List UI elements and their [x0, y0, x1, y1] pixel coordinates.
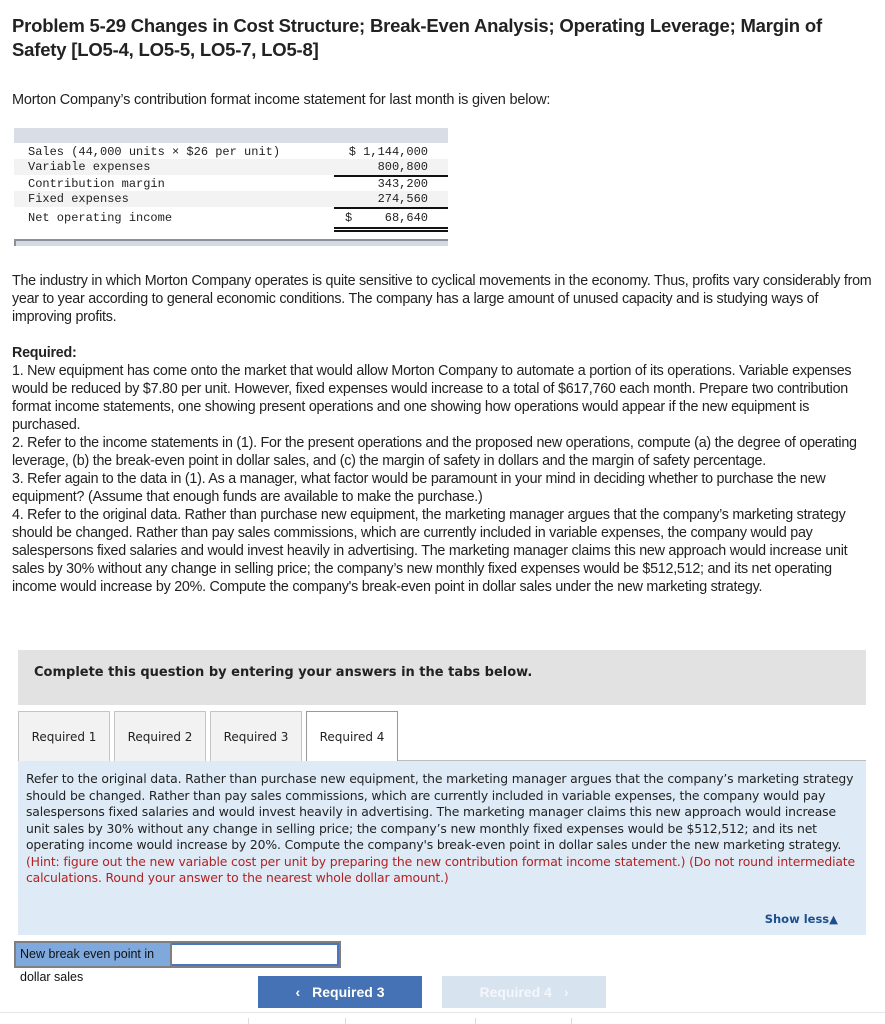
row-label: Variable expenses [28, 160, 151, 174]
table-row-net-operating-income [14, 210, 448, 226]
tab-required-2[interactable]: Required 2 [114, 711, 206, 761]
panel-hint: (Hint: figure out the new variable cost per unit by preparing the new contribution format income statement.) (Do not round intermediate calculations. Round your answer to the nearest whole dollar amount.) [26, 853, 855, 885]
chevron-right-icon: › [563, 984, 569, 1000]
instructions-bar [18, 650, 866, 705]
footer-divider-tick [475, 1018, 476, 1024]
footer-divider [0, 1012, 885, 1013]
break-even-dollar-sales-input[interactable] [172, 943, 339, 966]
total-double-rule-bottom [334, 230, 448, 232]
tab-required-1[interactable]: Required 1 [18, 711, 110, 761]
next-required-4-button[interactable] [442, 976, 606, 1008]
table-row-fixed-expenses [14, 191, 448, 207]
footer-divider-tick [248, 1018, 249, 1024]
required-item-3: 3. Refer again to the data in (1). As a manager, what factor would be paramount in your mind in deciding whether to purchase the new equipment? (Assume that enough funds are available to make the purchase.) [12, 471, 826, 505]
table-row-sales [14, 144, 448, 160]
row-value: 800,800 [377, 160, 428, 174]
panel-body: Refer to the original data. Rather than purchase new equipment, the marketing manager argues that the company’s marketing strategy should be changed. Rather than pay sales commissions, which are currently included in variable expenses, the company would pay salespersons fixed salaries and would invest heavily in advertising. The marketing manager claims this new approach would increase unit sales by 30% without any change in selling price; the company’s new monthly fixed expenses would be $512,512; and its net operating income would increase by 20%. Compute the company's break-even point in dollar sales under the new marketing strategy. [26, 771, 854, 852]
income-statement-table [14, 128, 448, 246]
problem-title: Problem 5-29 Changes in Cost Structure; Break-Even Analysis; Operating Leverage; Margin of Safety [LO5-4, LO5-5, LO5-7, LO5-8] [12, 15, 822, 60]
row-value: 274,560 [377, 192, 428, 206]
row-currency: $ [345, 211, 353, 225]
subtotal-rule [334, 207, 448, 209]
instructions-text: Complete this question by entering your answers in the tabs below. [34, 665, 533, 680]
footer-divider-tick [345, 1018, 346, 1024]
prev-required-3-button[interactable] [258, 976, 422, 1008]
answer-label: New break even point in dollar sales [16, 943, 172, 966]
chevron-left-icon: ‹ [295, 984, 301, 1000]
row-label: Net operating income [28, 211, 173, 225]
row-label: Fixed expenses [28, 192, 129, 206]
row-label: Contribution margin [28, 177, 165, 191]
tab-required-3[interactable]: Required 3 [210, 711, 302, 761]
row-label: Sales (44,000 units × $26 per unit) [28, 145, 281, 159]
triangle-up-icon: ▲ [829, 912, 838, 926]
tab-required-4[interactable]: Required 4 [306, 711, 398, 762]
next-button-label: Required 4 [479, 984, 552, 1000]
intro-text: Morton Company’s contribution format income statement for last month is given below: [12, 92, 551, 108]
row-value: 68,640 [384, 211, 428, 225]
show-less-label: Show less [764, 912, 830, 926]
required-section [12, 344, 874, 596]
required-item-2: 2. Refer to the income statements in (1). For the present operations and the proposed new operations, compute (a) the degree of operating leverage, (b) the break-even point in dollar sales, and (c) the margin of safety in dollars and the margin of safety percentage. [12, 435, 857, 469]
footer-divider-tick [571, 1018, 572, 1024]
question-panel [18, 761, 866, 935]
required-item-1: 1. New equipment has come onto the market that would allow Morton Company to automate a portion of its operations. Variable expenses would be reduced by $7.80 per unit. However, fixed expenses would increase to a total of $617,760 each month. Prepare two contribution format income statements, one showing present operations and one showing how operations would appear if the new equipment is purchased. [12, 363, 852, 433]
row-value: 343,200 [377, 177, 428, 191]
table-footer-bar [14, 239, 448, 246]
table-row-contribution-margin [14, 176, 448, 192]
table-row-variable-expenses [14, 159, 448, 175]
panel-question-text [26, 771, 861, 887]
required-item-4: 4. Refer to the original data. Rather than purchase new equipment, the marketing manager argues that the company’s marketing strategy should be changed. Rather than pay sales commissions, which are currently included in variable expenses, the company would pay salespersons fixed salaries and would invest heavily in advertising. The marketing manager claims this new approach would increase unit sales by 30% without any change in selling price; the company’s new monthly fixed expenses would be $512,512; and its net operating income would increase by 20%. Compute the company's break-even point in dollar sales under the new marketing strategy. [12, 507, 848, 595]
table-header-bar [14, 128, 448, 143]
context-paragraph: The industry in which Morton Company operates is quite sensitive to cyclical movements in the economy. Thus, profits vary considerably from year to year according to general economic conditions. The company has a large amount of unused capacity and is studying ways of improving profits. [12, 273, 872, 325]
row-value: $ 1,144,000 [348, 145, 428, 159]
total-double-rule-top [334, 227, 448, 229]
required-heading: Required: [12, 345, 77, 361]
show-less-toggle[interactable] [765, 912, 838, 926]
prev-button-label: Required 3 [312, 984, 385, 1000]
answer-row [14, 941, 341, 984]
